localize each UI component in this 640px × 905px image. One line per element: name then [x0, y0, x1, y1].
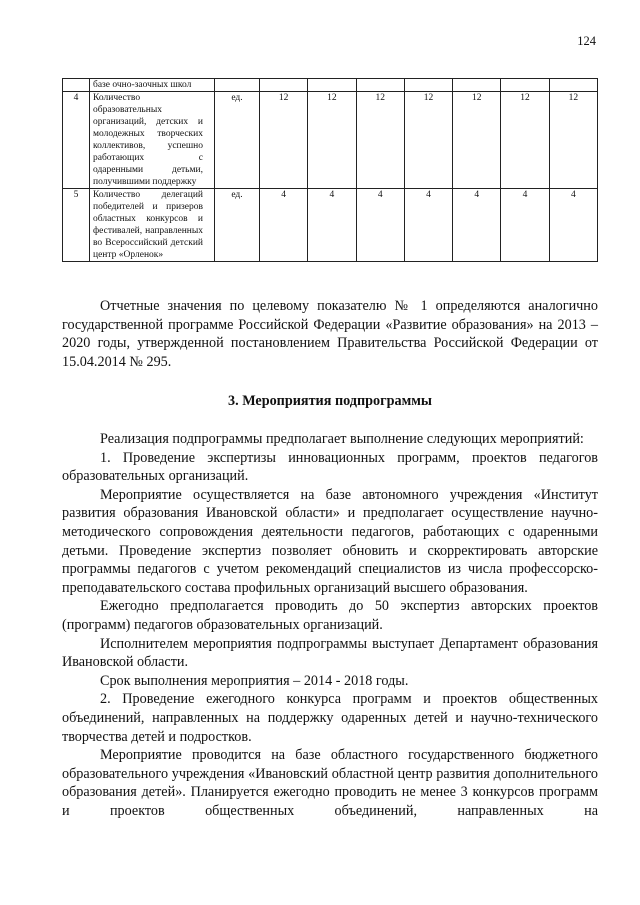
paragraph: Мероприятие проводится на базе областного государственного бюджетного образовательного учреждения «Ивановский областной центр развития дополнительного образования детей». Планируется ежегодно проводить не менее 3 конкурсов программ и проектов общественных объединений, направленных на — [62, 747, 598, 819]
indicators-table — [62, 78, 598, 262]
value-cell: 12 — [549, 92, 597, 189]
value-cell: 4 — [501, 189, 549, 262]
indicator-name: Количество делегаций победителей и призеров областных конкурсов и фестивалей, направленных во Всероссийский детский центр «Орленок» — [90, 189, 215, 262]
unit-cell — [215, 79, 260, 92]
value-cell — [308, 79, 356, 92]
row-number: 5 — [63, 189, 90, 262]
value-cell: 12 — [308, 92, 356, 189]
value-cell — [549, 79, 597, 92]
paragraph: 1. Проведение экспертизы инновационных программ, проектов педагогов образовательных организаций. — [62, 449, 598, 485]
value-cell — [356, 79, 404, 92]
value-cell — [404, 79, 452, 92]
body-text — [62, 430, 598, 820]
page-number: 124 — [577, 34, 596, 48]
paragraph: Исполнителем мероприятия подпрограммы выступает Департамент образования Ивановской области. — [62, 635, 598, 671]
value-cell: 12 — [501, 92, 549, 189]
table-row — [63, 189, 598, 262]
value-cell — [453, 79, 501, 92]
value-cell: 12 — [404, 92, 452, 189]
paragraph: Мероприятие осуществляется на базе автономного учреждения «Институт развития образования Ивановской области» и предполагает осуществление научно-методического сопровождения деятельности педагогов, работающих с одаренными детьми. Проведение экспертиз позволяет обновить и скорректировать авторские программы педагогов с учетом рекомендаций специалистов из числа профессорско-преподавательского состава профильных организаций высшего образования. — [62, 486, 598, 596]
indicator-name: Количество образовательных организаций, детских и молодежных творческих коллективов, успешно работающих с одаренными детьми, получившими поддержку — [90, 92, 215, 189]
paragraph: 2. Проведение ежегодного конкурса программ и проектов общественных объединений, направленных на поддержку одаренных детей и научно-технического творчества детей и подростков. — [62, 691, 598, 745]
value-cell: 4 — [308, 189, 356, 262]
value-cell: 4 — [260, 189, 308, 262]
table-row — [63, 79, 598, 92]
report-paragraph: Отчетные значения по целевому показателю № 1 определяются аналогично государственной программе Российской Федерации «Развитие образования» на 2013 – 2020 годы, утвержденной постановлением Правительства Российской Федерации от 15.04.2014 № 295. — [62, 298, 598, 370]
value-cell: 4 — [356, 189, 404, 262]
value-cell: 4 — [549, 189, 597, 262]
value-cell: 4 — [404, 189, 452, 262]
report-paragraph-block — [62, 297, 598, 371]
unit-cell: ед. — [215, 92, 260, 189]
value-cell — [501, 79, 549, 92]
section-heading: 3. Мероприятия подпрограммы — [228, 393, 432, 409]
value-cell: 4 — [453, 189, 501, 262]
table-row — [63, 92, 598, 189]
row-number — [63, 79, 90, 92]
value-cell — [260, 79, 308, 92]
row-number: 4 — [63, 92, 90, 189]
paragraph: Реализация подпрограммы предполагает выполнение следующих мероприятий: — [100, 431, 584, 447]
value-cell: 12 — [453, 92, 501, 189]
paragraph: Ежегодно предполагается проводить до 50 экспертиз авторских проектов (программ) педагогов образовательных организаций. — [62, 598, 598, 633]
value-cell: 12 — [260, 92, 308, 189]
value-cell: 12 — [356, 92, 404, 189]
paragraph: Срок выполнения мероприятия – 2014 - 2018 годы. — [100, 672, 409, 689]
unit-cell: ед. — [215, 189, 260, 262]
indicator-name: базе очно-заочных школ — [90, 79, 215, 92]
